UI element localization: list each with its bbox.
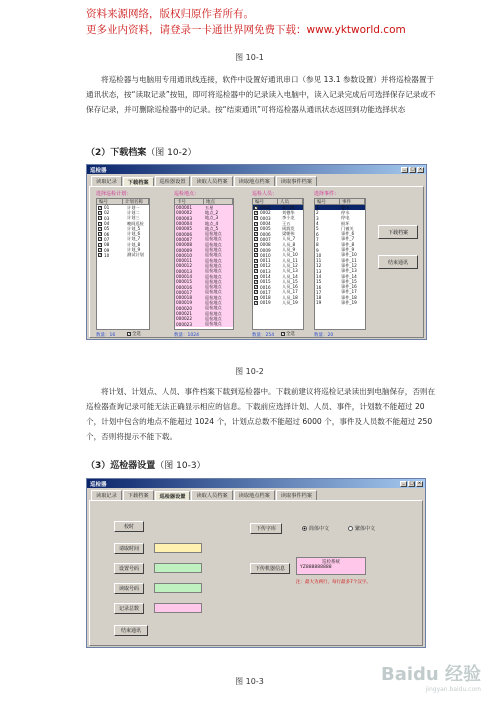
list-cell: 000017 — [176, 289, 192, 295]
checkbox-icon[interactable]: ✓ — [255, 300, 258, 305]
radio-simplified-chinese[interactable] — [302, 525, 329, 532]
list-cell: 人员_13 — [282, 268, 298, 274]
people-count: 数量：254 — [252, 333, 275, 338]
tab-panel — [89, 186, 424, 338]
list-cell: 巡检地点 — [205, 289, 222, 295]
column-header: 人员 — [278, 199, 303, 204]
list-cell: 事件_13 — [341, 268, 357, 274]
places-count: 数量：1024 — [174, 333, 199, 338]
list-cell: 事件_12 — [341, 262, 357, 268]
section-title: （2）下载档案 — [86, 148, 147, 158]
list-cell: 0001 — [260, 205, 271, 211]
list-cell: 人员_7 — [282, 236, 296, 242]
list-cell: 5 — [316, 226, 319, 232]
list-cell: 事件_11 — [341, 257, 357, 263]
tab-3[interactable]: 读取人员档案 — [191, 176, 232, 186]
list-cell: 王五 — [282, 220, 291, 226]
list-cell: 000012 — [176, 263, 192, 269]
list-cell: 15 — [316, 279, 322, 285]
list-cell: 事件_18 — [341, 294, 357, 300]
list-cell: 0008 — [260, 242, 271, 248]
list-item[interactable] — [175, 322, 233, 327]
list-cell: 7 — [316, 236, 319, 242]
list-cell: 14 — [316, 274, 322, 279]
device-name-field[interactable] — [296, 557, 366, 575]
tab-2[interactable]: 巡检器设置 — [155, 176, 191, 186]
list-cell: 03 — [104, 215, 110, 221]
tab-3[interactable]: 读取人员档案 — [191, 490, 232, 500]
close-icon[interactable]: × — [417, 480, 422, 486]
list-cell: 0016 — [260, 284, 271, 290]
baidu-experience-logo — [381, 660, 481, 693]
list-cell: 五星 — [205, 204, 214, 210]
list-cell: 地点_2 — [205, 209, 219, 215]
events-title: 选择事件： — [314, 191, 340, 197]
list-item[interactable] — [253, 300, 303, 305]
list-cell: 16 — [316, 284, 322, 290]
list-cell: 巡检地点 — [205, 305, 222, 311]
list-cell: 6 — [316, 231, 319, 237]
list-cell: 000006 — [176, 231, 192, 237]
maximize-icon[interactable]: □ — [410, 166, 415, 172]
sync-time-button[interactable]: 校时 — [114, 521, 144, 532]
list-cell: 计划_9 — [127, 247, 141, 253]
list-cell: 000013 — [176, 268, 192, 274]
checkbox-icon[interactable]: ✓ — [99, 221, 102, 226]
list-cell: 0005 — [260, 226, 271, 232]
people-list[interactable] — [252, 198, 304, 330]
list-cell: 000003 — [176, 215, 192, 221]
list-cell: 9 — [316, 247, 319, 253]
baidu-logo-text: Baidu 经验 — [380, 664, 481, 685]
list-cell: 人员_19 — [282, 300, 298, 305]
list-cell: 000016 — [176, 284, 192, 290]
list-cell: 事件_7 — [341, 236, 355, 242]
list-cell: 人员_11 — [282, 257, 298, 263]
list-cell: 0004 — [260, 221, 271, 227]
device-name-line-1: 巡检系统 — [322, 560, 340, 565]
list-cell: 000010 — [176, 252, 192, 258]
list-cell: 17 — [316, 289, 322, 295]
list-cell: 计划_5 — [127, 225, 141, 231]
list-cell: 000005 — [176, 226, 192, 232]
list-cell: 000011 — [176, 258, 192, 264]
checkbox-icon[interactable]: ✓ — [99, 216, 102, 221]
minimize-icon[interactable]: _ — [400, 481, 407, 487]
select-all-label: 全选 — [132, 332, 141, 337]
list-cell: 事件_9 — [341, 247, 355, 253]
list-cell: 人员_8 — [282, 241, 296, 247]
checkbox-icon[interactable]: ✓ — [255, 221, 258, 226]
list-cell: 巡检地点 — [205, 321, 222, 327]
list-cell: 18 — [316, 295, 322, 301]
list-cell: 巡检地点 — [205, 257, 222, 263]
list-cell: 0007 — [260, 236, 271, 242]
tab-0[interactable]: 读取记录 — [91, 490, 122, 500]
list-cell: 000022 — [176, 316, 192, 322]
list-cell: 19 — [316, 300, 322, 306]
list-cell: 人员_17 — [282, 289, 298, 295]
list-cell: 000004 — [176, 221, 192, 227]
list-cell: 0009 — [260, 247, 271, 253]
download-archive-button[interactable]: 下载档案 — [378, 225, 418, 239]
watermark-line-1: 资料来源网络，版权归原作者所有。 — [86, 8, 254, 20]
places-title: 巡检地点： — [174, 191, 200, 197]
list-cell: 梁朝伟 — [282, 231, 295, 237]
list-cell: 0015 — [260, 279, 271, 285]
window-titlebar — [87, 479, 425, 488]
download-font-button[interactable]: 下传字库 — [250, 523, 282, 534]
list-cell: 巡检地点 — [205, 300, 222, 305]
list-cell: 000019 — [176, 300, 192, 306]
list-cell: 巡检地点 — [205, 252, 222, 258]
radio-label: 繁体中文 — [355, 526, 376, 532]
read-number-button[interactable]: 读取号码 — [114, 583, 144, 594]
figure-10-1-caption: 图 10-1 — [235, 53, 264, 62]
list-cell: 000020 — [176, 305, 192, 311]
checkbox-icon[interactable]: ✓ — [255, 295, 258, 300]
list-cell: 巡检地点 — [205, 262, 222, 268]
list-cell: 测试计划 — [127, 252, 144, 258]
tab-1[interactable]: 下载档案 — [123, 490, 154, 500]
radio-on-icon — [302, 526, 307, 531]
device-settings-window — [86, 478, 426, 648]
plans-list[interactable] — [96, 198, 150, 330]
baidu-url: jingyan.baidu.com — [425, 686, 481, 693]
window-titlebar — [87, 165, 426, 174]
people-title: 巡检人员： — [252, 191, 278, 197]
list-cell: 8 — [316, 242, 319, 248]
name-hint: 注：最大为两行，每行最多7个汉字。 — [296, 580, 371, 585]
checkbox-icon[interactable]: ✓ — [255, 237, 258, 242]
column-header: 编号 — [253, 199, 278, 204]
figure-10-2-caption: 图 10-2 — [235, 367, 264, 376]
list-cell: 0014 — [260, 274, 271, 279]
list-cell: 巡检地点 — [205, 278, 222, 284]
list-cell: 0018 — [260, 295, 271, 301]
list-cell: 巡检地点 — [205, 273, 222, 279]
checkbox-icon[interactable]: ✓ — [99, 237, 102, 242]
list-cell: 巡检地点 — [205, 241, 222, 247]
checkbox-icon[interactable]: ✓ — [99, 210, 102, 215]
record-total-field[interactable] — [154, 603, 202, 613]
section-figure-ref: （图 10-2） — [146, 148, 197, 158]
tab-bar — [87, 488, 425, 500]
list-cell: 10 — [316, 252, 322, 258]
list-cell: 0010 — [260, 252, 271, 258]
list-cell: 0006 — [260, 231, 271, 237]
column-header: 事件 — [340, 199, 365, 204]
checkbox-icon[interactable]: ✓ — [255, 216, 258, 221]
checkbox-icon[interactable]: ✓ — [255, 274, 258, 279]
checkbox-icon[interactable]: ✓ — [255, 279, 258, 284]
section-download-archive — [86, 145, 197, 158]
list-cell: 人员_18 — [282, 294, 298, 300]
list-cell: 10 — [104, 252, 110, 258]
list-cell: 晚间巡检 — [127, 220, 144, 226]
places-list[interactable] — [174, 198, 234, 330]
list-cell: 000015 — [176, 279, 192, 285]
checkbox-icon[interactable]: ✓ — [255, 253, 258, 258]
plans-count: 数量：16 — [96, 333, 116, 338]
list-cell: 0017 — [260, 289, 271, 295]
list-cell: 巡检地点 — [205, 310, 222, 316]
download-archive-window — [86, 164, 427, 340]
list-cell: 巡检地点 — [205, 284, 222, 290]
checkbox-icon[interactable]: ✓ — [255, 258, 258, 263]
list-cell: 06 — [104, 231, 110, 237]
list-cell: 计划_7 — [127, 236, 141, 242]
checkbox-icon[interactable]: ✓ — [99, 242, 102, 247]
list-cell: 0013 — [260, 268, 271, 274]
checkbox-icon[interactable]: ✓ — [255, 210, 258, 215]
list-cell: 0011 — [260, 258, 271, 264]
radio-label: 简体中文 — [309, 526, 330, 532]
list-cell: 01 — [104, 205, 110, 211]
list-cell: 事件_8 — [341, 241, 355, 247]
list-cell: 巡检地点 — [205, 268, 222, 274]
checkbox-icon[interactable]: ✓ — [99, 248, 102, 253]
read-time-button[interactable]: 请取时间 — [114, 543, 144, 554]
list-cell: 巡检地点 — [205, 231, 222, 237]
maximize-icon[interactable]: □ — [409, 480, 414, 486]
section-device-settings — [86, 458, 206, 471]
radio-traditional-chinese[interactable] — [348, 525, 375, 532]
list-cell: 04 — [104, 221, 110, 227]
download-device-info-button[interactable]: 下传机器信息 — [250, 563, 290, 574]
record-total-button[interactable]: 记录总数 — [114, 603, 144, 614]
list-cell: 人员_14 — [282, 273, 298, 279]
list-cell: 4 — [316, 221, 319, 227]
list-item[interactable] — [315, 300, 365, 305]
list-item[interactable] — [97, 253, 149, 258]
list-cell: 事件_10 — [341, 252, 357, 258]
end-communication-button[interactable]: 结束通讯 — [114, 625, 148, 636]
list-cell: 0003 — [260, 215, 271, 221]
checkbox-icon[interactable]: ✓ — [99, 226, 102, 231]
list-cell: 计划二 — [127, 209, 140, 215]
list-cell: 人员_15 — [282, 278, 298, 284]
set-number-field[interactable] — [154, 563, 202, 573]
close-icon[interactable]: × — [418, 166, 423, 172]
list-cell: 地点_4 — [205, 220, 219, 226]
column-header: 卡号 — [175, 199, 204, 204]
list-cell: 12 — [316, 263, 322, 269]
checkbox-icon[interactable]: ✓ — [255, 242, 258, 247]
tab-panel — [89, 500, 423, 646]
list-cell: 0002 — [260, 210, 271, 216]
list-cell: 13 — [316, 268, 322, 274]
tab-0[interactable]: 读取记录 — [91, 176, 122, 186]
list-cell: 02 — [104, 210, 110, 216]
tab-5[interactable]: 读取事件档案 — [276, 490, 317, 500]
checkbox-icon[interactable]: ✓ — [255, 232, 258, 237]
minimize-icon[interactable]: _ — [401, 167, 408, 173]
events-count: 数量：20 — [314, 333, 334, 338]
tab-bar — [87, 174, 426, 186]
list-cell: 门被关 — [341, 225, 354, 231]
list-cell: 人员_12 — [282, 262, 298, 268]
checkbox-icon[interactable]: ✓ — [255, 226, 258, 231]
list-cell: 地点_3 — [205, 215, 219, 221]
list-cell: 05 — [104, 226, 110, 232]
list-cell: 事件_17 — [341, 289, 357, 295]
list-cell: 0019 — [260, 300, 271, 306]
list-cell: 巡检地点 — [205, 247, 222, 253]
list-cell: 000021 — [176, 311, 192, 317]
end-communication-button[interactable]: 结束通讯 — [378, 255, 418, 269]
tab-5[interactable]: 读取事件档案 — [276, 176, 317, 186]
list-cell: 人员_10 — [282, 252, 298, 258]
checkbox-icon[interactable]: ✓ — [99, 232, 102, 237]
plans-title: 选择巡检计划： — [96, 191, 132, 197]
list-cell: 巡检地点 — [205, 236, 222, 242]
checkbox-icon[interactable]: ✓ — [255, 248, 258, 253]
list-cell: 事件_15 — [341, 278, 357, 284]
column-header: 编号 — [97, 199, 123, 204]
list-cell: 2 — [316, 210, 319, 216]
paragraph-download-archive: 将计划、计划点、人员、事件档案下载到巡检器中。下载前建议将巡检记录读出到电脑保存，否则在巡检器查询记录可能无法正确显示相应的信息。下载前应选择计划、人员、事件，计划数不能超过 20 个，计划中包含的地点不能超过 1024 个，计划点总数不能超过 6000 个，事件及人员数不能超过 250 个，否则将提示不能下载。 — [86, 387, 436, 441]
section-figure-ref: （图 10-3） — [155, 461, 206, 471]
list-cell: 张三峰 — [282, 204, 295, 210]
list-cell: 停水 — [341, 209, 350, 215]
list-cell: 地点_5 — [205, 225, 219, 231]
tab-2[interactable]: 巡检器设置 — [155, 491, 191, 501]
list-cell: 000014 — [176, 274, 192, 279]
read-number-field[interactable] — [154, 583, 202, 593]
set-number-button[interactable]: 设置号码 — [114, 563, 144, 574]
select-all-label: 全选 — [286, 332, 295, 337]
list-cell: 000008 — [176, 242, 192, 248]
tab-1[interactable]: 下载档案 — [123, 177, 154, 187]
list-cell: 李小龙 — [282, 215, 295, 221]
window-title: 巡检器 — [90, 167, 107, 174]
figure-10-3-caption: 图 10-3 — [235, 677, 264, 686]
checkbox-icon[interactable]: ✓ — [255, 205, 258, 210]
list-cell: 0012 — [260, 263, 271, 269]
section-title: （3）巡检器设置 — [86, 461, 156, 471]
list-cell: 000009 — [176, 247, 192, 253]
list-cell: 3 — [316, 215, 319, 221]
radio-off-icon — [348, 526, 353, 531]
list-cell: 事件_6 — [341, 231, 355, 237]
list-cell: 停电 — [341, 215, 350, 221]
watermark-line-2: 更多业内资料，请登录一卡通世界网免费下载：www.yktworld.com — [86, 24, 406, 36]
list-cell: 000007 — [176, 236, 192, 242]
tab-4[interactable]: 读取地点档案 — [234, 490, 275, 500]
list-cell: 000023 — [176, 321, 192, 327]
list-cell: 计划_8 — [127, 241, 141, 247]
column-header: 地点 — [204, 199, 233, 204]
list-cell: 损坏 — [341, 220, 350, 226]
list-cell: 09 — [104, 247, 110, 253]
checkbox-icon[interactable]: ✓ — [255, 285, 258, 290]
list-cell: 事件_16 — [341, 284, 357, 290]
list-cell: 1 — [316, 205, 319, 211]
checkbox-icon[interactable]: ✓ — [99, 253, 102, 258]
list-cell: 巡检地点 — [205, 294, 222, 300]
list-cell: 巡检地点 — [205, 315, 222, 321]
list-cell: 周润发 — [282, 225, 295, 231]
checkbox-icon[interactable]: ✓ — [255, 263, 258, 268]
list-cell: 08 — [104, 242, 110, 248]
list-cell: 刘德华 — [282, 209, 295, 215]
window-title: 巡检器 — [90, 481, 107, 488]
list-cell: 000001 — [176, 205, 192, 211]
checkbox-icon[interactable]: ✓ — [99, 205, 102, 210]
list-cell: 计划_6 — [127, 231, 141, 237]
list-cell: 计划三 — [127, 215, 140, 221]
list-cell: 计划一 — [127, 204, 140, 210]
list-cell: 07 — [104, 236, 110, 242]
list-cell: 人员_16 — [282, 284, 298, 290]
list-cell: 000002 — [176, 210, 192, 216]
people-select-all[interactable]: ✓ 全选 — [282, 332, 295, 337]
events-list[interactable] — [314, 198, 366, 330]
device-name-line-2: YZ888888888 — [300, 565, 332, 570]
list-cell: 事件_19 — [341, 300, 357, 305]
tab-4[interactable]: 读取地点档案 — [234, 176, 275, 186]
list-cell: 事件_14 — [341, 273, 357, 279]
time-field[interactable] — [154, 543, 202, 553]
list-cell: 警卡 — [341, 204, 350, 210]
checkbox-icon[interactable]: ✓ — [255, 269, 258, 274]
list-cell: 人员_9 — [282, 247, 296, 253]
column-header: 计划名称 — [123, 199, 149, 204]
column-header: 编号 — [315, 199, 340, 204]
list-cell: 000018 — [176, 295, 192, 301]
list-cell: 11 — [316, 258, 322, 264]
paragraph-read-records: 将巡检器与电脑用专用通讯线连接，软件中设置好通讯串口（参见 13.1 参数设置）并将巡检器置于通讯状态，按“读取记录”按钮，即可将巡检器中的记录读入电脑中，读入记录完成后可选择保存记录或不保存记录，并可删除巡检器中的记录。按“结束通讯”可将巡检器从通讯状态返回到功能选择状态 — [86, 75, 436, 114]
plans-select-all[interactable]: ✓ 全选 — [128, 332, 141, 337]
checkbox-icon[interactable]: ✓ — [255, 290, 258, 295]
